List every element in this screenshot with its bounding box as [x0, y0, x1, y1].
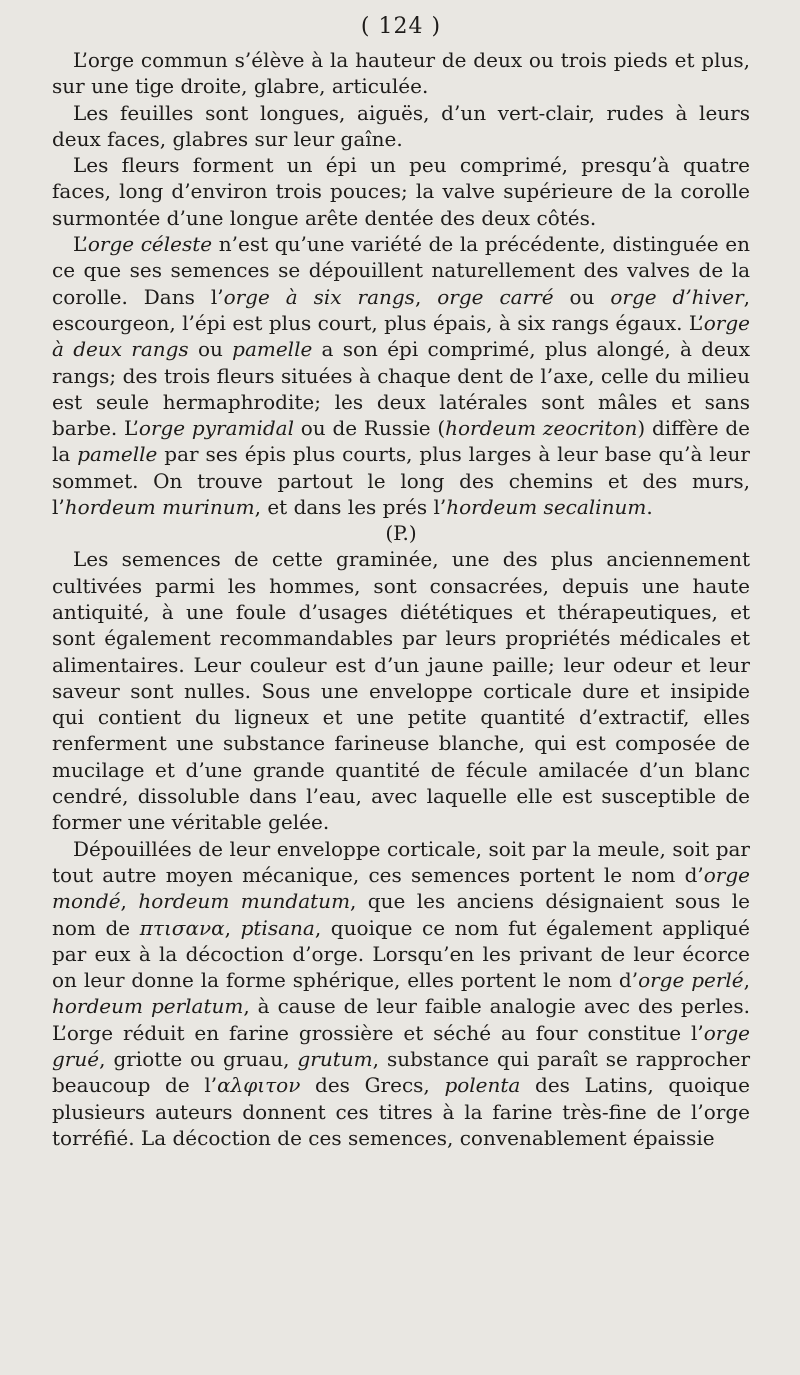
italic-term: hordeum zeocriton — [445, 416, 638, 441]
italic-term: orge à six rangs — [223, 284, 415, 309]
italic-term: ptisana — [240, 915, 315, 940]
italic-term: polenta — [444, 1073, 521, 1098]
text-run: ou — [188, 337, 233, 362]
paragraph-flowers — [52, 152, 750, 231]
text-run: des Latins, quoique plusieurs auteurs donnent ces titres à la farine très-fine de l’orge torréfié. La décoction de ces semences, convenablement épaissie — [52, 1073, 750, 1150]
italic-term: orge d’hiver — [610, 284, 744, 309]
paragraph-leaves — [52, 100, 750, 153]
italic-term: orge carré — [437, 284, 554, 309]
italic-term: αλφιτον — [217, 1073, 301, 1098]
italic-term: πτισανα — [139, 915, 225, 940]
italic-term: orge grué — [52, 1020, 750, 1071]
text-run: , substance qui paraît se rapprocher beaucoup de l’ — [52, 1046, 751, 1098]
text-run: par ses épis plus courts, plus larges à leur base qu’à leur sommet. On trouve partout le long des chemins et des murs, l’ — [52, 442, 750, 520]
text-run: . — [646, 495, 653, 520]
italic-term: grutum — [297, 1046, 373, 1071]
text-run: , — [414, 284, 438, 309]
paragraph-preparations — [52, 836, 750, 1152]
text-run: , griotte ou gruau, — [99, 1046, 298, 1071]
text-run: des Grecs, — [300, 1073, 445, 1098]
text-run: ) diffère de la — [52, 416, 751, 467]
italic-term: orge perlé — [638, 968, 744, 993]
text-run: , que les anciens désignaient sous le nom de — [52, 889, 750, 940]
text-run: L’ — [73, 232, 88, 257]
text-run: Les feuilles sont longues, aiguës, d’un vert-clair, rudes à leurs deux faces, glabres sur leur gaîne. — [52, 100, 750, 151]
text-run: , — [120, 889, 139, 914]
text-run: ou — [553, 284, 611, 309]
italic-term: hordeum perlatum — [52, 994, 244, 1019]
text-run: ou de Russie ( — [293, 416, 446, 441]
text-run: , à cause de leur faible analogie avec des perles. L’orge réduit en farine grossière et séché au four constitue l’ — [52, 994, 750, 1045]
italic-term: hordeum mundatum — [138, 889, 351, 914]
text-run: n’est qu’une variété de la précédente, distinguée en ce que ses semences se dépouillent naturellement des valves de la corolle. Dans l’ — [52, 232, 750, 309]
italic-term: orge à deux rangs — [52, 310, 750, 362]
italic-term: hordeum murinum — [64, 495, 255, 520]
text-run: L’orge commun s’élève à la hauteur de deux ou trois pieds et plus, sur une tige droite, glabre, articulée. — [52, 48, 750, 99]
paragraph-stem — [52, 47, 750, 100]
italic-term: hordeum secalinum — [446, 495, 647, 520]
italic-term: pamelle — [77, 442, 158, 467]
paragraph-seeds — [52, 546, 750, 835]
paragraph-varieties — [52, 231, 750, 520]
text-run: , quoique ce nom fut également appliqué par eux à la décoction d’orge. Lorsqu’en les privant de leur écorce on leur donne la forme sphérique, elles portent le nom d’ — [52, 915, 751, 993]
text-run: Les fleurs forment un épi un peu comprimé, presqu’à quatre faces, long d’environ trois pouces; la valve supérieure de la corolle surmontée d’une longue arête dentée des deux côtés. — [52, 153, 750, 230]
text-run: Dépouillées de leur enveloppe corticale, soit par la meule, soit par tout autre moyen mécanique, ces semences portent le nom d’ — [52, 836, 750, 887]
text-run: , — [224, 915, 241, 940]
text-run: , — [743, 968, 751, 993]
italic-term: pamelle — [232, 337, 313, 362]
page-number: ( 124 ) — [360, 14, 442, 39]
text-run: Les semences de cette graminée, une des plus anciennement cultivées parmi les hommes, sont consacrées, depuis une haute antiquité, à une foule d’usages diététiques et thérapeutiques, et sont également recommandables par leurs propriétés médicales et alimentaires. Leur couleur est d’un jaune paille; leur odeur et leur saveur sont nulles. Sous une enveloppe corticale dure et insipide qui contient du ligneux et une petite quantité d’extractif, elles renferment une substance farineuse blanche, qui est composée de mucilage et d’une grande quantité de fécule amilacée d’un blanc cendré, dissoluble dans l’eau, avec laquelle elle est susceptible de former une véritable gelée. — [52, 547, 750, 835]
text-run: a son épi comprimé, plus alongé, à deux rangs; des trois fleurs situées à chaque dent de l’axe, celle du milieu est seule hermaphrodite; les deux latérales sont mâles et sans barbe. L’ — [52, 337, 750, 441]
italic-term: orge mondé — [52, 862, 750, 914]
text-run: , et dans les prés l’ — [254, 495, 447, 520]
text-run: , escourgeon, l’épi est plus court, plus épais, à six rangs égaux. L’ — [52, 284, 751, 335]
italic-term: orge céleste — [87, 232, 213, 257]
italic-term: orge pyramidal — [138, 416, 294, 441]
section-mark: (P.) — [385, 521, 417, 546]
